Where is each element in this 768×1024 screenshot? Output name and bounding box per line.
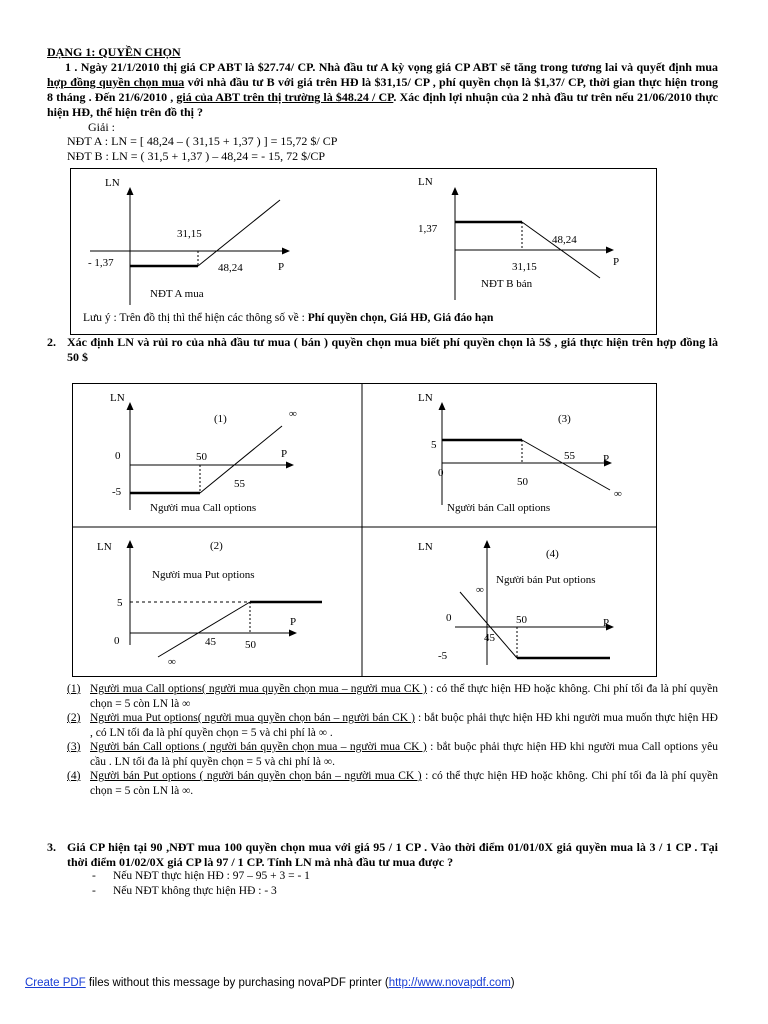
premium-label: 1,37 bbox=[418, 223, 438, 235]
y-axis-label: LN bbox=[418, 541, 433, 553]
note-body bbox=[90, 740, 718, 769]
problem-1-text-part-2: với nhà đầu tư B với giá trên HĐ là $31,15/ CP , phí quyền chọn là $1,37/ CP, thời gian thực hiện trong 8 tháng . Đến 21/6/2010 , bbox=[47, 75, 719, 104]
note-text: : có thể thực hiện HĐ hoặc không. Chi phí tối đa là phí quyền chọn = 5 còn LN là ∞. bbox=[90, 770, 718, 797]
premium-label: 5 bbox=[117, 597, 123, 609]
graph-caption: Người bán Call options bbox=[447, 502, 551, 514]
profit-line bbox=[198, 200, 280, 266]
infinity-label: ∞ bbox=[289, 408, 297, 420]
problem-2-number: 2. bbox=[47, 335, 56, 349]
graph-caption: NĐT B bán bbox=[481, 278, 533, 290]
graph-put-seller bbox=[418, 541, 613, 665]
y-axis-label: LN bbox=[105, 177, 120, 189]
breakeven-label: 45 bbox=[484, 632, 495, 644]
note-label: Người bán Put options ( người bán quyền chọn bán – người mua CK ) bbox=[90, 770, 422, 782]
graph-call-seller bbox=[418, 392, 622, 514]
note-item-2 bbox=[67, 711, 718, 740]
problem-1-text-part-1: 1 . Ngày 21/1/2010 thị giá CP ABT là $27.74/ CP. Nhà đầu tư A kỳ vọng giá CP ABT sẽ tăng trong tương lai và quyết định mua bbox=[65, 60, 718, 74]
note-label: Người bán Call options ( người bán quyền chọn mua – người mua CK ) bbox=[90, 741, 427, 753]
note-body bbox=[90, 682, 718, 711]
diagram-note-prefix: Lưu ý : Trên đồ thị thì thể hiện các thông số về : bbox=[83, 312, 308, 324]
graph-number: (3) bbox=[558, 413, 571, 425]
note-number: (4) bbox=[67, 770, 81, 782]
diagram-note bbox=[83, 311, 493, 325]
payoff-diagrams-svg-2 bbox=[72, 383, 657, 677]
note-label: Người mua Call options( người mua quyền chọn mua – người mua CK ) bbox=[90, 683, 427, 695]
y-axis-label: LN bbox=[97, 541, 112, 553]
problem-3-number: 3. bbox=[47, 840, 56, 854]
x-axis-label: P bbox=[290, 616, 297, 628]
solution-label: Giải : bbox=[88, 120, 115, 134]
note-number: (3) bbox=[67, 741, 81, 753]
zero-label: 0 bbox=[446, 612, 452, 624]
note-item-1 bbox=[67, 682, 718, 711]
loss-label: -5 bbox=[438, 650, 448, 662]
graph-number: (2) bbox=[210, 540, 223, 552]
breakeven-label: 45 bbox=[205, 636, 216, 648]
problem-3-text: Giá CP hiện tại 90 ,NĐT mua 100 quyền chọn mua với giá 95 / 1 CP . Vào thời điểm 01/01/0X giá quyền mua là 3 / 1 CP . Tại thời điểm 01/02/0X giá CP là 97 / 1 CP. Tính LN mà nhà đầu tư mua được ? bbox=[67, 840, 718, 869]
breakeven-label: 55 bbox=[564, 450, 575, 462]
premium-label: 5 bbox=[431, 439, 437, 451]
note-item-4 bbox=[67, 769, 718, 798]
x-axis-label: P bbox=[603, 453, 610, 465]
graph-call-buyer bbox=[110, 392, 297, 514]
graph-put-buyer bbox=[97, 540, 322, 668]
zero-label: 0 bbox=[114, 635, 120, 647]
answer-bullet-1 bbox=[92, 869, 310, 884]
premium-label: - 1,37 bbox=[88, 257, 114, 269]
investor-a-profit: NĐT A : LN = [ 48,24 – ( 31,15 + 1,37 ) ] = 15,72 $/ CP bbox=[67, 134, 338, 148]
payoff-line bbox=[158, 602, 250, 657]
problem-1-underlined-market-price: giá của ABT trên thị trường là $48.24 / CP bbox=[176, 90, 394, 104]
bullet-text: Nếu NĐT không thực hiện HĐ : - 3 bbox=[113, 885, 277, 897]
novapdf-url-link[interactable]: http://www.novapdf.com bbox=[388, 977, 511, 989]
graph-investor-a-buyer bbox=[88, 177, 289, 305]
bullet-text: Nếu NĐT thực hiện HĐ : 97 – 95 + 3 = - 1 bbox=[113, 870, 310, 882]
breakeven-label: 55 bbox=[234, 478, 245, 490]
answer-bullet-2 bbox=[92, 884, 277, 899]
note-body bbox=[90, 711, 718, 740]
graph-caption: NĐT A mua bbox=[150, 288, 204, 300]
graph-caption: Người mua Call options bbox=[150, 502, 257, 514]
footer-suffix: ) bbox=[510, 977, 515, 989]
footer-text: files without this message by purchasing novaPDF printer ( bbox=[85, 977, 389, 989]
strike-price-label: 50 bbox=[196, 451, 207, 463]
spot-price-label: 48,24 bbox=[218, 262, 243, 274]
y-axis-label: LN bbox=[110, 392, 125, 404]
infinity-label: ∞ bbox=[614, 488, 622, 500]
x-axis-label: P bbox=[603, 617, 610, 629]
note-item-3 bbox=[67, 740, 718, 769]
loss-label: -5 bbox=[112, 486, 122, 498]
graph-number: (1) bbox=[214, 413, 227, 425]
x-axis-label: P bbox=[278, 261, 285, 273]
infinity-label: ∞ bbox=[476, 584, 484, 596]
section-title: DẠNG 1: QUYỀN CHỌN bbox=[47, 45, 181, 59]
payoff-diagrams-svg-1 bbox=[70, 168, 657, 335]
strike-price-label: 31,15 bbox=[177, 228, 202, 240]
investor-b-profit: NĐT B : LN = ( 31,5 + 1,37 ) – 48,24 = - 15, 72 $/CP bbox=[67, 149, 326, 163]
x-axis-label: P bbox=[613, 256, 620, 268]
note-text: : có thể thực hiện HĐ hoặc không. Chi phí tối đa là phí quyền chọn = 5 còn LN là ∞ bbox=[90, 683, 718, 710]
graph-caption: Người bán Put options bbox=[496, 574, 596, 586]
note-label: Người mua Put options( người mua quyền chọn bán – người bán CK ) bbox=[90, 712, 415, 724]
note-text: : bắt buộc phải thực hiện HĐ khi người mua Call options yêu cầu . LN tối đa là phí quyền chọn = 5 và chi phí là ∞. bbox=[90, 741, 719, 768]
problem-2-text: Xác định LN và rủi ro của nhà đầu tư mua ( bán ) quyền chọn mua biết phí quyền chọn là 5$ , giá thực hiện trên hợp đồng là 50 $ bbox=[67, 335, 718, 364]
y-axis-label: LN bbox=[418, 392, 433, 404]
strike-price-label: 50 bbox=[517, 476, 528, 488]
bullet-marker: - bbox=[92, 870, 96, 882]
note-body bbox=[90, 769, 718, 798]
payoff-line bbox=[460, 592, 517, 658]
problem-3-statement bbox=[47, 840, 718, 870]
graph-number: (4) bbox=[546, 548, 559, 560]
zero-label: 0 bbox=[115, 450, 121, 462]
zero-label: 0 bbox=[438, 467, 444, 479]
x-axis-label: P bbox=[281, 448, 288, 460]
infinity-label: ∞ bbox=[168, 656, 176, 668]
strike-price-label: 50 bbox=[516, 614, 527, 626]
problem-1-text-part-3: . Xác định lợi nhuận của 2 nhà đầu tư trên nếu 21/06/2010 thực hiện HĐ, thể hiện trên đồ thị ? bbox=[47, 90, 719, 119]
diagram-note-parameters: Phí quyền chọn, Giá HĐ, Giá đáo hạn bbox=[307, 312, 494, 324]
loss-line bbox=[522, 440, 610, 490]
payoff-diagrams-box-1 bbox=[70, 168, 657, 335]
strike-price-label: 31,15 bbox=[512, 261, 537, 273]
note-number: (1) bbox=[67, 683, 81, 695]
spot-price-label: 48,24 bbox=[552, 234, 577, 246]
problem-1-underlined-contract: hợp đồng quyền chọn mua bbox=[47, 75, 185, 89]
problem-2-statement bbox=[47, 335, 718, 365]
create-pdf-link[interactable]: Create PDF bbox=[25, 977, 86, 989]
strike-price-label: 50 bbox=[245, 639, 256, 651]
payoff-diagrams-box-2 bbox=[72, 383, 657, 677]
bullet-marker: - bbox=[92, 885, 96, 897]
note-text: : bắt buộc phải thực hiện HĐ khi người mua muốn thực hiện HĐ , có LN tối đa là phí quyền chọn = 5 và chi phí là ∞ . bbox=[90, 712, 718, 739]
note-number: (2) bbox=[67, 712, 81, 724]
pdf-footer bbox=[25, 976, 515, 991]
problem-1-statement bbox=[47, 60, 718, 120]
graph-investor-b-seller bbox=[418, 176, 619, 300]
graph-caption: Người mua Put options bbox=[152, 569, 255, 581]
y-axis-label: LN bbox=[418, 176, 433, 188]
